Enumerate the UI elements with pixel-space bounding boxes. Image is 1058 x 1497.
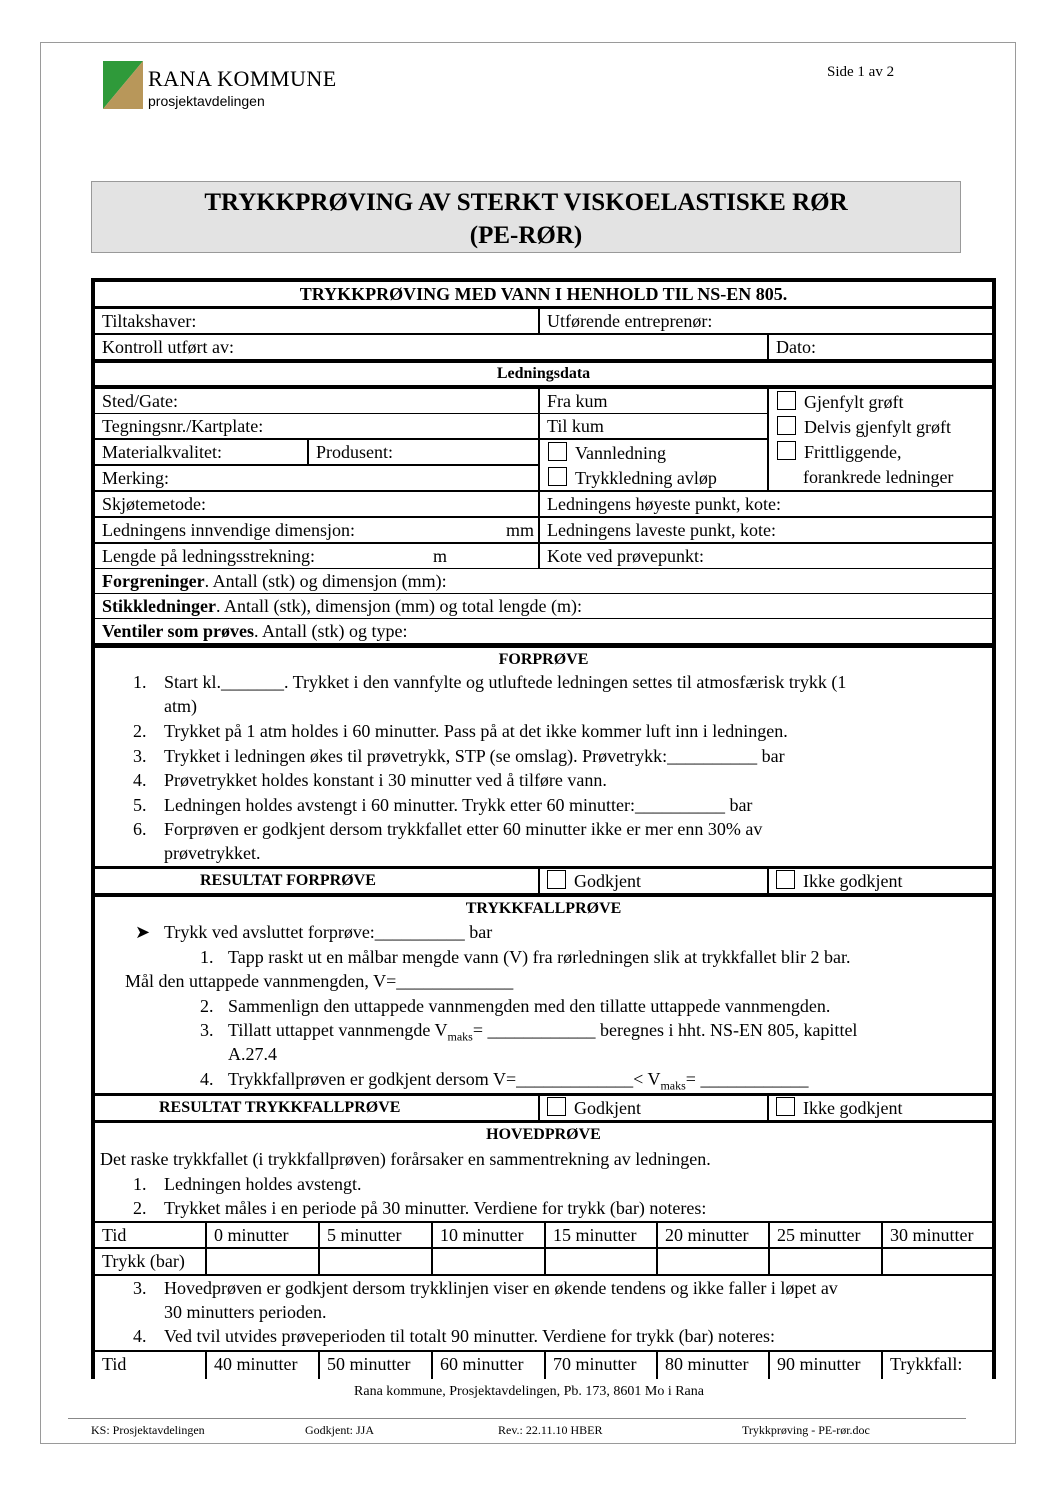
forprove-ikke-option[interactable] bbox=[769, 869, 992, 893]
trykkfall-item: Sammenlign den uttappede vannmengden med den tillatte uttappede vannmengden. bbox=[228, 996, 831, 1016]
resultat-trykkfall-label: RESULTAT TRYKKFALLPRØVE bbox=[95, 1096, 538, 1120]
trykkledning-label: Trykkledning avløp bbox=[575, 468, 717, 488]
trykkfall-item: Tapp raskt ut en målbar mengde vann (V) fra rørledningen slik at trykkfallet blir 2 bar. bbox=[228, 947, 851, 967]
forprove-godkjent-label: Godkjent bbox=[574, 871, 641, 891]
trykkfall-item-num: 1. bbox=[200, 947, 214, 967]
forprove-godkjent-option[interactable] bbox=[540, 869, 767, 893]
forprove-item-num: 4. bbox=[133, 770, 147, 790]
forprove-godkjent-checkbox[interactable] bbox=[547, 870, 566, 889]
hoyeste-field[interactable]: Ledningens høyeste punkt, kote: bbox=[540, 492, 992, 516]
trykkledning-checkbox[interactable] bbox=[548, 467, 567, 486]
hovedprove-item: Hovedprøven er godkjent dersom trykklinjen viser en økende tendens og ikke faller i løpet av bbox=[164, 1278, 838, 1298]
table1-header-cell: 10 minutter bbox=[433, 1223, 544, 1247]
trykkfall-item bbox=[228, 1067, 808, 1093]
entreprenor-field[interactable]: Utførende entreprenør: bbox=[540, 309, 992, 333]
table2-header-cell: 80 minutter bbox=[658, 1352, 768, 1379]
forprove-heading: FORPRØVE bbox=[498, 651, 589, 668]
hovedprove-heading: HOVEDPRØVE bbox=[486, 1126, 601, 1143]
forprove-item-num: 6. bbox=[133, 819, 147, 839]
table2-header-cell: 50 minutter bbox=[320, 1352, 431, 1379]
table2-header-cell: Trykkfall: bbox=[883, 1352, 992, 1379]
forprove-ikke-checkbox[interactable] bbox=[776, 870, 795, 889]
m-unit: m bbox=[433, 546, 448, 566]
vannledning-option[interactable] bbox=[548, 441, 666, 465]
material-field[interactable]: Materialkvalitet: bbox=[95, 440, 307, 464]
dimensjon-label: Ledningens innvendige dimensjon: bbox=[102, 520, 355, 540]
vmaks-sub: maks bbox=[447, 1029, 473, 1044]
merking-field[interactable]: Merking: bbox=[95, 466, 538, 490]
vmaks-sub: maks bbox=[660, 1078, 686, 1093]
table2-header-cell: 90 minutter bbox=[770, 1352, 881, 1379]
trykkledning-option[interactable] bbox=[548, 466, 717, 490]
forgreninger-field[interactable] bbox=[95, 569, 992, 593]
forprove-item-num: 2. bbox=[133, 721, 147, 741]
forprove-item: atm) bbox=[164, 696, 197, 716]
table1-header-cell: 15 minutter bbox=[546, 1223, 656, 1247]
table2-header-cell: 60 minutter bbox=[433, 1352, 544, 1379]
org-name: RANA KOMMUNE bbox=[148, 66, 337, 91]
kontroll-field[interactable]: Kontroll utført av: bbox=[95, 335, 767, 359]
table1-header-cell: 25 minutter bbox=[770, 1223, 881, 1247]
kote-field[interactable]: Kote ved prøvepunkt: bbox=[540, 544, 992, 568]
forprove-item-num: 1. bbox=[133, 672, 147, 692]
trykkfall-heading: TRYKKFALLPRØVE bbox=[465, 900, 622, 917]
footer-divider bbox=[68, 1418, 966, 1419]
ventiler-text: . Antall (stk) og type: bbox=[254, 621, 408, 641]
footer-address: Rana kommune, Prosjektavdelingen, Pb. 173, 8601 Mo i Rana bbox=[354, 1384, 704, 1399]
gjenfylt-option[interactable] bbox=[777, 390, 903, 414]
table1-input-cell[interactable] bbox=[433, 1249, 544, 1274]
mm-unit: mm bbox=[505, 520, 534, 540]
ledning-type-cell bbox=[540, 440, 767, 490]
table2-header-cell: 70 minutter bbox=[546, 1352, 656, 1379]
forprove-item-num: 3. bbox=[133, 746, 147, 766]
skjot-field[interactable]: Skjøtemetode: bbox=[95, 492, 538, 516]
delvis-checkbox[interactable] bbox=[777, 416, 796, 435]
table1-header-cell: 5 minutter bbox=[320, 1223, 431, 1247]
gjenfylt-checkbox[interactable] bbox=[777, 391, 796, 410]
title-line1: TRYKKPRØVING AV STERKT VISKOELASTISKE RØR bbox=[204, 189, 848, 216]
arrow-bullet-icon: ➤ bbox=[135, 922, 151, 942]
forprove-ikke-label: Ikke godkjent bbox=[803, 871, 903, 891]
frittliggende-option[interactable] bbox=[777, 440, 902, 464]
delvis-label: Delvis gjenfylt grøft bbox=[804, 417, 951, 437]
hovedprove-section bbox=[95, 1123, 992, 1221]
frittliggende-label-2: forankrede ledninger bbox=[803, 467, 954, 487]
vannledning-label: Vannledning bbox=[575, 443, 666, 463]
hovedprove-item-num: 2. bbox=[133, 1198, 147, 1218]
trykkfall-ikke-option[interactable] bbox=[769, 1096, 992, 1120]
trykkfall-bullet: Trykk ved avsluttet forprøve:__________ bar bbox=[164, 922, 493, 942]
table1-input-cell[interactable] bbox=[770, 1249, 881, 1274]
table1-header-cell: 0 minutter bbox=[207, 1223, 318, 1247]
dato-field[interactable]: Dato: bbox=[769, 335, 992, 359]
godkjent-text: Trykkfallprøven er godkjent dersom V=_____________< V bbox=[228, 1069, 661, 1089]
hovedprove-intro: Det raske trykkfallet (i trykkfallprøven) forårsaker en sammentrekning av ledningen. bbox=[100, 1149, 711, 1169]
rana-logo-icon bbox=[103, 61, 143, 109]
trykkfall-godkjent-checkbox[interactable] bbox=[547, 1097, 566, 1116]
resultat-forprove-label: RESULTAT FORPRØVE bbox=[95, 869, 538, 893]
forprove-item: Ledningen holdes avstengt i 60 minutter. Trykk etter 60 minutter:__________ bar bbox=[164, 795, 753, 815]
godkjent-rest: = ____________ bbox=[685, 1069, 809, 1089]
frittliggende-checkbox[interactable] bbox=[777, 441, 796, 460]
til-kum-field[interactable]: Til kum bbox=[540, 414, 767, 438]
tegning-field[interactable]: Tegningsnr./Kartplate: bbox=[95, 414, 538, 438]
hovedprove-item-num: 1. bbox=[133, 1174, 147, 1194]
table1-input-cell[interactable] bbox=[883, 1249, 992, 1274]
stikk-field[interactable] bbox=[95, 594, 992, 618]
forprove-section bbox=[95, 648, 992, 866]
hovedprove-item: Ledningen holdes avstengt. bbox=[164, 1174, 362, 1194]
lengde-field[interactable] bbox=[95, 544, 538, 568]
forprove-item: Prøvetrykket holdes konstant i 30 minutter ved å tilføre vann. bbox=[164, 770, 607, 790]
forprove-item: prøvetrykket. bbox=[164, 843, 261, 863]
forgreninger-text: . Antall (stk) og dimensjon (mm): bbox=[204, 571, 447, 591]
fra-kum-field[interactable]: Fra kum bbox=[540, 389, 767, 413]
delvis-option[interactable] bbox=[777, 415, 951, 439]
vannledning-checkbox[interactable] bbox=[548, 442, 567, 461]
hovedprove-item: Ved tvil utvides prøveperioden til totalt 90 minutter. Verdiene for trykk (bar) noteres: bbox=[164, 1326, 776, 1346]
form-heading: TRYKKPRØVING MED VANN I HENHOLD TIL NS-EN 805. bbox=[95, 282, 992, 306]
trykkfall-item-num: 3. bbox=[200, 1020, 214, 1040]
produsent-field[interactable]: Produsent: bbox=[309, 440, 538, 464]
dimensjon-field[interactable] bbox=[95, 518, 538, 542]
trykkfall-item bbox=[228, 1018, 857, 1049]
table2-header-cell: 40 minutter bbox=[207, 1352, 318, 1379]
table1-header-cell: Tid bbox=[95, 1223, 205, 1247]
tiltakshaver-field[interactable]: Tiltakshaver: bbox=[95, 309, 538, 333]
trykkfall-item-num: 2. bbox=[200, 996, 214, 1016]
table1-row-label: Trykk (bar) bbox=[95, 1249, 205, 1274]
ledningsdata-heading: Ledningsdata bbox=[95, 363, 992, 385]
dept-name: prosjektavdelingen bbox=[148, 93, 265, 109]
lengde-label: Lengde på ledningsstrekning: bbox=[102, 546, 315, 566]
trykkfall-godkjent-label: Godkjent bbox=[574, 1098, 641, 1118]
forprove-item: Trykket på 1 atm holdes i 60 minutter. Pass på at det ikke kommer luft inn i ledningen. bbox=[164, 721, 788, 741]
title-box bbox=[91, 181, 961, 253]
frittliggende-label: Frittliggende, bbox=[804, 442, 902, 462]
hovedprove-item-num: 3. bbox=[133, 1278, 147, 1298]
ventiler-field[interactable] bbox=[95, 619, 992, 643]
forprove-item: Start kl._______. Trykket i den vannfylte og utluftede ledningen settes til atmosfærisk trykk (1 bbox=[164, 672, 847, 692]
footer-rev: Rev.: 22.11.10 HBER bbox=[498, 1423, 603, 1437]
hovedprove-item: 30 minutters perioden. bbox=[164, 1302, 327, 1322]
vmaks-text: Tillatt uttappet vannmengde V bbox=[228, 1020, 448, 1040]
trykkfall-item: A.27.4 bbox=[228, 1044, 277, 1064]
trykkfall-ikke-label: Ikke godkjent bbox=[803, 1098, 903, 1118]
gjenfylt-label: Gjenfylt grøft bbox=[804, 392, 904, 412]
fill-options-cell bbox=[769, 389, 992, 490]
forprove-item: Trykket i ledningen økes til prøvetrykk, STP (se omslag). Prøvetrykk:__________ bar bbox=[164, 746, 785, 766]
trykkfall-godkjent-option[interactable] bbox=[540, 1096, 767, 1120]
table1-header-cell: 20 minutter bbox=[658, 1223, 768, 1247]
forprove-item: Forprøven er godkjent dersom trykkfallet etter 60 minutter ikke er mer enn 30% av bbox=[164, 819, 763, 839]
table1-input-cell[interactable] bbox=[207, 1249, 318, 1274]
stikk-text: . Antall (stk), dimensjon (mm) og total lengde (m): bbox=[216, 596, 582, 616]
trykkfall-item: Mål den uttappede vannmengden, V=_____________ bbox=[125, 971, 514, 991]
footer-godkjent: Godkjent: JJA bbox=[305, 1423, 374, 1437]
form-table bbox=[91, 278, 996, 1379]
trykkfall-section bbox=[95, 897, 992, 1093]
hovedprove-notes bbox=[95, 1276, 992, 1350]
forprove-item-num: 5. bbox=[133, 795, 147, 815]
table2-header-cell: Tid bbox=[95, 1352, 205, 1379]
hovedprove-item-num: 4. bbox=[133, 1326, 147, 1346]
table1-input-cell[interactable] bbox=[658, 1249, 768, 1274]
footer-ks: KS: Prosjektavdelingen bbox=[91, 1423, 205, 1437]
stikk-label: Stikkledninger bbox=[102, 596, 217, 616]
table1-input-cell[interactable] bbox=[320, 1249, 431, 1274]
trykkfall-ikke-checkbox[interactable] bbox=[776, 1097, 795, 1116]
forgreninger-label: Forgreninger bbox=[102, 571, 205, 591]
laveste-field[interactable]: Ledningens laveste punkt, kote: bbox=[540, 518, 992, 542]
hovedprove-item: Trykket måles i en periode på 30 minutter. Verdiene for trykk (bar) noteres: bbox=[164, 1198, 707, 1218]
ventiler-label: Ventiler som prøves bbox=[102, 621, 254, 641]
page-number: Side 1 av 2 bbox=[827, 64, 895, 80]
table1-header-cell: 30 minutter bbox=[883, 1223, 992, 1247]
table1-input-cell[interactable] bbox=[546, 1249, 656, 1274]
sted-field[interactable]: Sted/Gate: bbox=[95, 389, 538, 413]
title-line2: (PE-RØR) bbox=[469, 222, 583, 249]
footer-file: Trykkprøving - PE-rør.doc bbox=[742, 1423, 870, 1437]
vmaks-rest: = ____________ beregnes i hht. NS-EN 805, kapittel bbox=[472, 1020, 858, 1040]
trykkfall-item-num: 4. bbox=[200, 1069, 214, 1089]
